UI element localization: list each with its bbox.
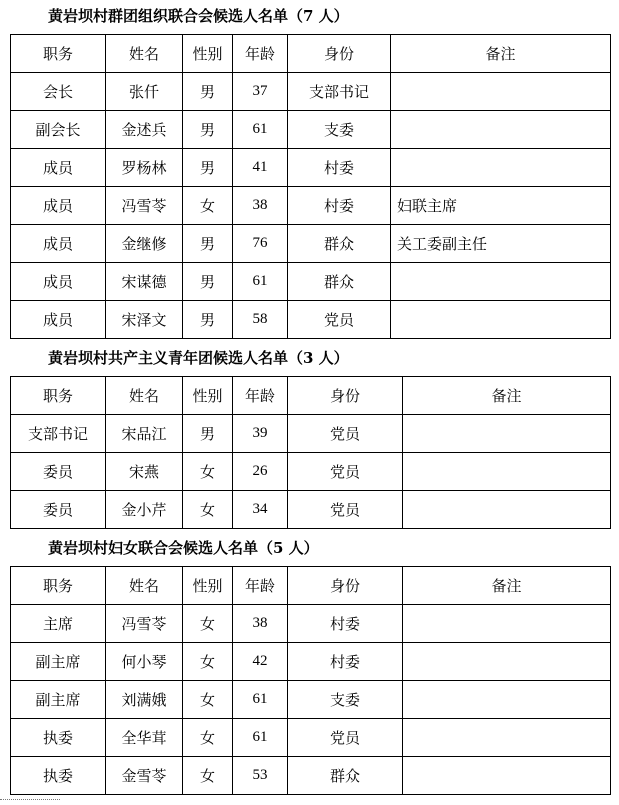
header-remarks: 备注 (403, 567, 611, 605)
cell-identity: 党员 (288, 491, 403, 529)
table-row (11, 605, 611, 643)
header-gender: 性别 (183, 567, 233, 605)
cell-position: 会长 (11, 73, 106, 111)
header-identity: 身份 (288, 567, 403, 605)
table-row (11, 643, 611, 681)
cell-gender: 男 (183, 73, 233, 111)
cell-gender: 男 (183, 225, 233, 263)
cell-gender: 女 (183, 719, 233, 757)
table-row (11, 225, 611, 263)
cell-age: 61 (233, 681, 288, 719)
header-age: 年龄 (233, 377, 288, 415)
cell-gender: 男 (183, 263, 233, 301)
cell-name: 宋谋德 (106, 263, 183, 301)
cell-gender: 男 (183, 149, 233, 187)
cell-age: 39 (233, 415, 288, 453)
cell-identity: 支部书记 (288, 73, 391, 111)
cell-age: 58 (233, 301, 288, 339)
cell-remarks (403, 681, 611, 719)
table-row (11, 453, 611, 491)
cell-identity: 支委 (288, 111, 391, 149)
cell-position: 支部书记 (11, 415, 106, 453)
table-row (11, 757, 611, 795)
table-header-row (11, 567, 611, 605)
header-name: 姓名 (106, 377, 183, 415)
cell-position: 执委 (11, 719, 106, 757)
cell-remarks (403, 453, 611, 491)
header-identity: 身份 (288, 35, 391, 73)
header-position: 职务 (11, 35, 106, 73)
cell-age: 53 (233, 757, 288, 795)
cell-name: 全华茸 (106, 719, 183, 757)
cell-name: 宋泽文 (106, 301, 183, 339)
cell-age: 34 (233, 491, 288, 529)
cell-remarks: 妇联主席 (391, 187, 611, 225)
table-mass-org (10, 34, 611, 339)
page-edge-mark (0, 799, 60, 803)
cell-identity: 支委 (288, 681, 403, 719)
cell-remarks (391, 111, 611, 149)
table-header-row (11, 377, 611, 415)
cell-position: 主席 (11, 605, 106, 643)
cell-position: 成员 (11, 187, 106, 225)
table-row (11, 415, 611, 453)
cell-age: 37 (233, 73, 288, 111)
table-row (11, 73, 611, 111)
header-age: 年龄 (233, 35, 288, 73)
cell-name: 宋燕 (106, 453, 183, 491)
header-remarks: 备注 (403, 377, 611, 415)
header-age: 年龄 (233, 567, 288, 605)
cell-age: 38 (233, 187, 288, 225)
cell-identity: 党员 (288, 415, 403, 453)
header-gender: 性别 (183, 377, 233, 415)
cell-position: 委员 (11, 491, 106, 529)
table-youth-league (10, 376, 611, 529)
cell-identity: 党员 (288, 301, 391, 339)
cell-name: 金雪苓 (106, 757, 183, 795)
cell-remarks: 关工委副主任 (391, 225, 611, 263)
table-womens-federation (10, 566, 611, 795)
cell-remarks (391, 73, 611, 111)
cell-age: 76 (233, 225, 288, 263)
header-gender: 性别 (183, 35, 233, 73)
cell-identity: 群众 (288, 225, 391, 263)
cell-gender: 女 (183, 491, 233, 529)
header-position: 职务 (11, 377, 106, 415)
table-row (11, 149, 611, 187)
cell-name: 冯雪苓 (106, 605, 183, 643)
cell-name: 罗杨林 (106, 149, 183, 187)
cell-remarks (391, 263, 611, 301)
header-remarks: 备注 (391, 35, 611, 73)
cell-position: 成员 (11, 225, 106, 263)
cell-age: 61 (233, 719, 288, 757)
cell-age: 42 (233, 643, 288, 681)
cell-position: 成员 (11, 301, 106, 339)
table-row (11, 681, 611, 719)
cell-name: 宋品江 (106, 415, 183, 453)
cell-name: 冯雪苓 (106, 187, 183, 225)
cell-position: 副主席 (11, 681, 106, 719)
cell-gender: 女 (183, 187, 233, 225)
cell-position: 执委 (11, 757, 106, 795)
cell-gender: 女 (183, 681, 233, 719)
cell-position: 成员 (11, 263, 106, 301)
cell-identity: 党员 (288, 453, 403, 491)
cell-identity: 村委 (288, 187, 391, 225)
table-row (11, 111, 611, 149)
cell-identity: 群众 (288, 757, 403, 795)
cell-name: 金继修 (106, 225, 183, 263)
table-row (11, 263, 611, 301)
header-name: 姓名 (106, 35, 183, 73)
section-title-youth-league: 黄岩坝村共产主义青年团候选人名单（3 人） (48, 349, 349, 367)
cell-remarks (403, 605, 611, 643)
cell-name: 金小芹 (106, 491, 183, 529)
cell-name: 金述兵 (106, 111, 183, 149)
cell-identity: 群众 (288, 263, 391, 301)
cell-remarks (403, 719, 611, 757)
cell-remarks (403, 757, 611, 795)
table-row (11, 491, 611, 529)
header-identity: 身份 (288, 377, 403, 415)
cell-identity: 村委 (288, 643, 403, 681)
section-title-womens-federation: 黄岩坝村妇女联合会候选人名单（5 人） (48, 539, 319, 557)
cell-position: 副主席 (11, 643, 106, 681)
table-row (11, 187, 611, 225)
cell-remarks (391, 149, 611, 187)
header-position: 职务 (11, 567, 106, 605)
cell-age: 26 (233, 453, 288, 491)
cell-age: 38 (233, 605, 288, 643)
cell-position: 委员 (11, 453, 106, 491)
cell-position: 成员 (11, 149, 106, 187)
section-title-mass-org: 黄岩坝村群团组织联合会候选人名单（7 人） (48, 7, 349, 25)
cell-identity: 党员 (288, 719, 403, 757)
cell-gender: 男 (183, 111, 233, 149)
cell-position: 副会长 (11, 111, 106, 149)
cell-gender: 女 (183, 757, 233, 795)
cell-gender: 女 (183, 453, 233, 491)
cell-age: 61 (233, 111, 288, 149)
cell-remarks (391, 301, 611, 339)
cell-identity: 村委 (288, 605, 403, 643)
cell-name: 何小琴 (106, 643, 183, 681)
cell-remarks (403, 415, 611, 453)
cell-gender: 女 (183, 605, 233, 643)
table-header-row (11, 35, 611, 73)
cell-gender: 女 (183, 643, 233, 681)
table-row (11, 301, 611, 339)
cell-gender: 男 (183, 301, 233, 339)
cell-remarks (403, 643, 611, 681)
cell-age: 41 (233, 149, 288, 187)
cell-gender: 男 (183, 415, 233, 453)
cell-age: 61 (233, 263, 288, 301)
cell-remarks (403, 491, 611, 529)
cell-name: 张仟 (106, 73, 183, 111)
cell-name: 刘满娥 (106, 681, 183, 719)
cell-identity: 村委 (288, 149, 391, 187)
header-name: 姓名 (106, 567, 183, 605)
table-row (11, 719, 611, 757)
